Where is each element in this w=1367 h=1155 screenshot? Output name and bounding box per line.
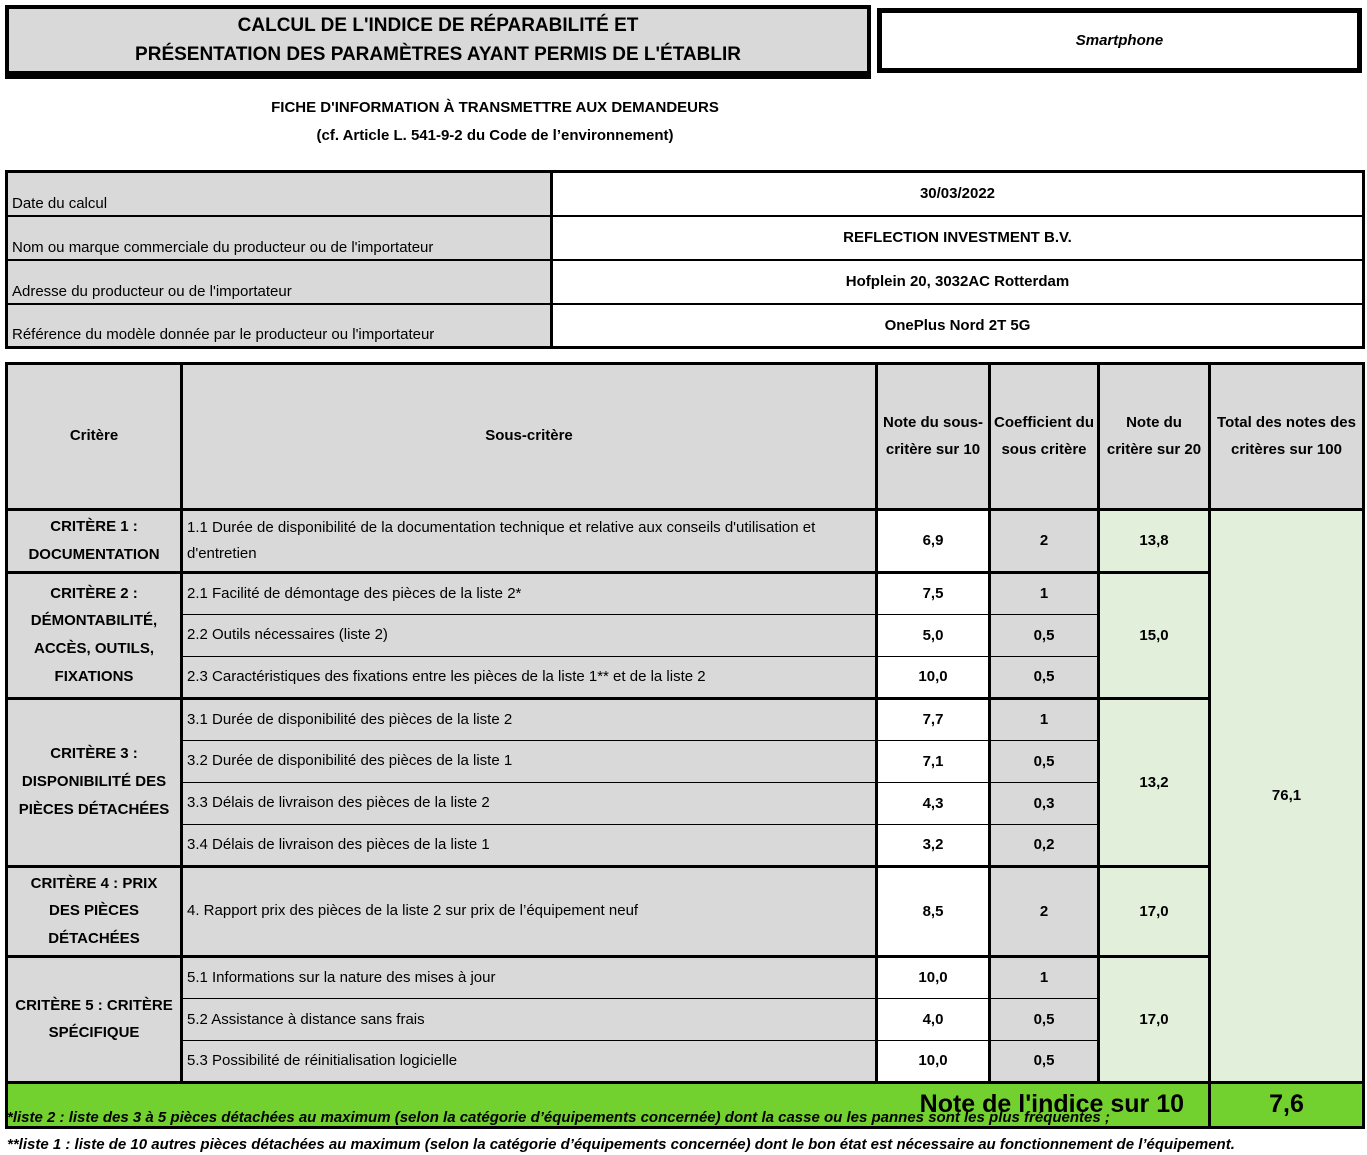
sub-criterion-cell: 3.4 Délais de livraison des pièces de la liste 1: [182, 824, 877, 866]
table-row: [7, 572, 1364, 614]
score-10-cell: 10,0: [877, 656, 990, 698]
document-title-box: [5, 5, 871, 79]
score-10-cell: 8,5: [877, 866, 990, 956]
info-value-producer: REFLECTION INVESTMENT B.V.: [552, 216, 1364, 260]
col-header-sous-critere: Sous-critère: [182, 364, 877, 510]
coefficient-cell: 0,3: [990, 782, 1099, 824]
coefficient-cell: 2: [990, 510, 1099, 573]
sub-criterion-cell: 3.1 Durée de disponibilité des pièces de la liste 2: [182, 698, 877, 740]
col-header-critere: Critère: [7, 364, 182, 510]
info-value-date: 30/03/2022: [552, 172, 1364, 216]
score-10-cell: 4,0: [877, 998, 990, 1040]
table-row: [7, 698, 1364, 740]
coefficient-cell: 1: [990, 572, 1099, 614]
sub-criterion-cell: 2.2 Outils nécessaires (liste 2): [182, 614, 877, 656]
info-label-model: Référence du modèle donnée par le producteur ou l'importateur: [7, 304, 552, 348]
sub-criterion-cell: 5.1 Informations sur la nature des mises à jour: [182, 956, 877, 998]
coefficient-cell: 0,5: [990, 998, 1099, 1040]
score-20-cell: 17,0: [1099, 866, 1210, 956]
criterion-name-cell: CRITÈRE 1 : DOCUMENTATION: [7, 510, 182, 573]
info-row-model: [7, 304, 1364, 348]
col-header-note-sous-critere: Note du sous-critère sur 10: [877, 364, 990, 510]
coefficient-cell: 0,5: [990, 656, 1099, 698]
criterion-name-cell: CRITÈRE 3 : DISPONIBILITÉ DES PIÈCES DÉTACHÉES: [7, 698, 182, 866]
sub-criterion-cell: 2.1 Facilité de démontage des pièces de la liste 2*: [182, 572, 877, 614]
col-header-coefficient: Coefficient du sous critère: [990, 364, 1099, 510]
coefficient-cell: 1: [990, 956, 1099, 998]
total-100-cell: 76,1: [1210, 510, 1364, 1083]
score-10-cell: 6,9: [877, 510, 990, 573]
sub-criterion-cell: 4. Rapport prix des pièces de la liste 2 sur prix de l’équipement neuf: [182, 866, 877, 956]
sub-criterion-cell: 2.3 Caractéristiques des fixations entre les pièces de la liste 1** et de la liste 2: [182, 656, 877, 698]
col-header-note-critere: Note du critère sur 20: [1099, 364, 1210, 510]
sub-criterion-cell: 5.3 Possibilité de réinitialisation logicielle: [182, 1040, 877, 1082]
subtitle-line2: (cf. Article L. 541-9-2 du Code de l’environnement): [316, 127, 674, 144]
score-10-cell: 4,3: [877, 782, 990, 824]
producer-info-table: [5, 170, 1365, 349]
document-title-line2: PRÉSENTATION DES PARAMÈTRES AYANT PERMIS DE L'ÉTABLIR: [135, 44, 741, 65]
info-value-model: OnePlus Nord 2T 5G: [552, 304, 1364, 348]
footnote-liste-2: *liste 2 : liste des 3 à 5 pièces détachées au maximum (selon la catégorie d’équipements concernée) dont la casse ou les pannes sont les plus fréquentes ;: [7, 1109, 1110, 1126]
col-header-total: Total des notes des critères sur 100: [1210, 364, 1364, 510]
info-row-producer: [7, 216, 1364, 260]
score-20-cell: 17,0: [1099, 956, 1210, 1082]
coefficient-cell: 0,5: [990, 740, 1099, 782]
info-label-address: Adresse du producteur ou de l'importateur: [7, 260, 552, 304]
coefficient-cell: 0,5: [990, 1040, 1099, 1082]
table-row: [7, 956, 1364, 998]
sub-criterion-cell: 1.1 Durée de disponibilité de la documentation technique et relative aux conseils d'utilisation et d'entretien: [182, 510, 877, 573]
footnote-liste-1: **liste 1 : liste de 10 autres pièces détachées au maximum (selon la catégorie d’équipements concernée) dont le bon état est nécessaire au fonctionnement de l’équipement.: [7, 1136, 1235, 1153]
score-10-cell: 10,0: [877, 1040, 990, 1082]
footnotes: [7, 1104, 1362, 1155]
score-10-cell: 7,1: [877, 740, 990, 782]
info-row-date: [7, 172, 1364, 216]
document-subtitle: [0, 94, 990, 150]
sub-criterion-cell: 5.2 Assistance à distance sans frais: [182, 998, 877, 1040]
info-value-address: Hofplein 20, 3032AC Rotterdam: [552, 260, 1364, 304]
criterion-name-cell: CRITÈRE 4 : PRIX DES PIÈCES DÉTACHÉES: [7, 866, 182, 956]
score-10-cell: 7,5: [877, 572, 990, 614]
criterion-name-cell: CRITÈRE 5 : CRITÈRE SPÉCIFIQUE: [7, 956, 182, 1082]
index-label-cell: Note de l'indice sur 10: [7, 1082, 1210, 1127]
score-10-cell: 3,2: [877, 824, 990, 866]
coefficient-cell: 2: [990, 866, 1099, 956]
criteria-table: [5, 362, 1365, 1129]
product-category-box: [877, 8, 1362, 73]
score-20-cell: 15,0: [1099, 572, 1210, 698]
sub-criterion-cell: 3.3 Délais de livraison des pièces de la liste 2: [182, 782, 877, 824]
coefficient-cell: 0,2: [990, 824, 1099, 866]
table-row: [7, 510, 1364, 573]
index-value-cell: 7,6: [1210, 1082, 1364, 1127]
coefficient-cell: 0,5: [990, 614, 1099, 656]
sub-criterion-cell: 3.2 Durée de disponibilité des pièces de la liste 1: [182, 740, 877, 782]
score-20-cell: 13,2: [1099, 698, 1210, 866]
info-label-producer: Nom ou marque commerciale du producteur ou de l'importateur: [7, 216, 552, 260]
subtitle-line1: FICHE D'INFORMATION À TRANSMETTRE AUX DEMANDEURS: [271, 99, 719, 116]
table-row: [7, 866, 1364, 956]
info-label-date: Date du calcul: [7, 172, 552, 216]
criterion-name-cell: CRITÈRE 2 : DÉMONTABILITÉ, ACCÈS, OUTILS, FIXATIONS: [7, 572, 182, 698]
score-10-cell: 10,0: [877, 956, 990, 998]
coefficient-cell: 1: [990, 698, 1099, 740]
score-10-cell: 5,0: [877, 614, 990, 656]
score-10-cell: 7,7: [877, 698, 990, 740]
document-title-line1: CALCUL DE L'INDICE DE RÉPARABILITÉ ET: [237, 14, 639, 36]
product-category-label: Smartphone: [1075, 32, 1164, 49]
info-row-address: [7, 260, 1364, 304]
score-20-cell: 13,8: [1099, 510, 1210, 573]
criteria-header-row: [7, 364, 1364, 510]
